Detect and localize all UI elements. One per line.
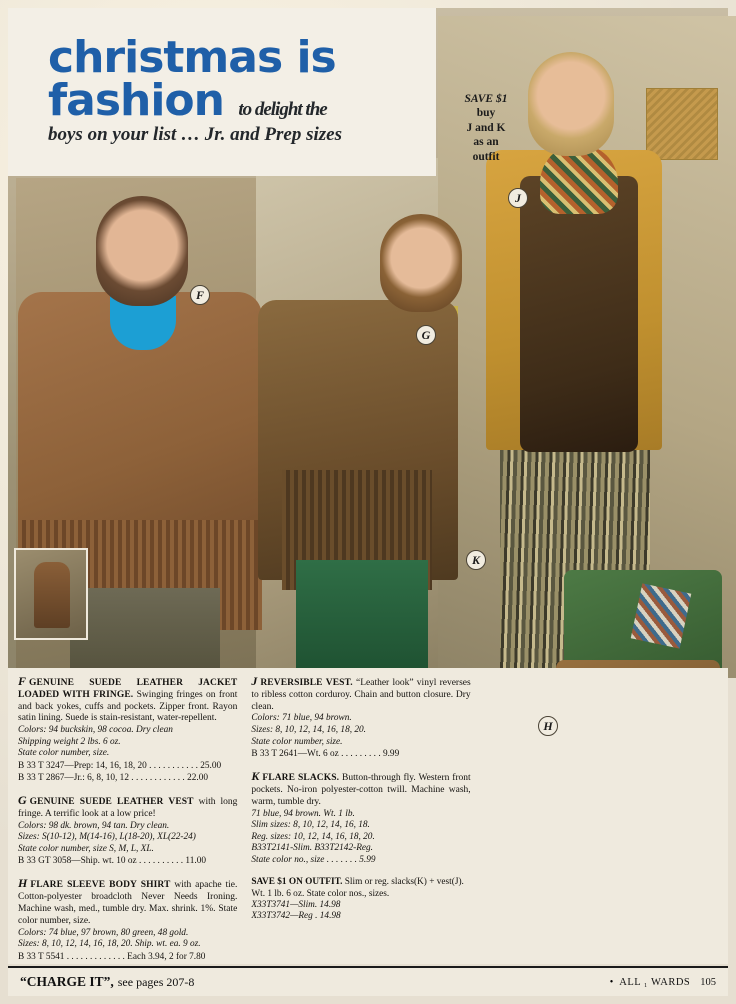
product-j-spec-2: Sizes: 8, 10, 12, 14, 16, 18, 20. <box>251 724 367 735</box>
product-g-spec-2: Sizes: S(10-12), M(14-16), L(18-20), XL(22-24) <box>18 832 196 843</box>
product-f-price-1: B 33 T 3247—Prep: 14, 16, 18, 20 . . . . . . . . . . . 25.00 <box>18 760 222 771</box>
key-label-j: J <box>508 188 528 208</box>
product-k-title: FLARE SLACKS. <box>262 773 340 784</box>
product-entry-h <box>18 876 237 962</box>
product-k-spec-3: Reg. sizes: 10, 12, 14, 16, 18, 20. <box>251 831 375 842</box>
headline <box>48 32 438 146</box>
product-g-spec-1: Colors: 98 dk. brown, 94 tan. Dry clean. <box>18 820 170 831</box>
product-entry-k <box>251 769 470 866</box>
product-j-body: “Leather look” vinyl reverses to ribless cotton corduroy. Chain and button closure. Dry clean. <box>251 678 471 712</box>
save-offer-line-2: X33T3742—Reg . 14.98 <box>251 911 341 922</box>
product-entry-j <box>251 674 470 760</box>
product-f-price-2: B 33 T 2867—Jr.: 6, 8, 10, 12 . . . . . . . . . . . . 22.00 <box>18 772 208 783</box>
key-label-f: F <box>190 285 210 305</box>
fabric-swatch <box>646 88 718 160</box>
product-k-letter: K <box>251 769 260 784</box>
product-f-spec-3: State color number, size. <box>18 748 110 759</box>
product-k-text <box>251 769 470 808</box>
product-j-text <box>251 674 470 713</box>
product-j-letter: J <box>251 674 258 688</box>
save-callout-line-3: J and K <box>466 121 506 134</box>
product-k-spec-5: State color no., size . . . . . . . 5.99 <box>251 854 376 865</box>
product-f-body: Swinging fringes on front and back yokes, cuffs and pockets. Zipper front. Rayon satin lining. Suede is stain-resistant, water-repellent. <box>18 689 238 724</box>
copy-column-2 <box>251 674 470 964</box>
jacket-back-figure <box>34 562 70 628</box>
save-offer-body: Slim or reg. slacks(K) + vest(J). Wt. 1 lb. 6 oz. State color nos., sizes. <box>251 876 464 899</box>
headline-line-1: christmas is <box>48 32 336 83</box>
product-j-price-1: B 33 T 2641—Wt. 6 oz . . . . . . . . . 9.99 <box>251 749 400 760</box>
product-j-spec-3: State color number, size. <box>251 736 343 747</box>
model-j-head <box>528 52 614 156</box>
model-f-trousers <box>70 588 220 668</box>
copy-column-1 <box>18 674 237 964</box>
product-g-spec-3: State color number, size S, M, L, XL. <box>18 843 154 854</box>
product-h-price-1: B 33 T 5541 . . . . . . . . . . . . . Each 3.94, 2 for 7.80 <box>18 951 206 962</box>
page-number: 105 <box>700 976 716 988</box>
product-h-body: with apache tie. Cotton-polyester broadcloth Never Needs Ironing. Machine wash, med., tumble dry. Max. shrink. 1%. State color number, size. <box>18 880 238 926</box>
headline-subline-1: to delight the <box>238 99 327 121</box>
product-k-body: Button-through fly. Western front pockets. No-iron polyester-cotton twill. Machine wash, warm, tumble dry. <box>251 773 471 807</box>
product-h-text <box>18 876 237 927</box>
product-f-text <box>18 674 237 725</box>
product-g-price-1: B 33 GT 3058—Ship. wt. 10 oz . . . . . . . . . . 11.00 <box>18 856 207 867</box>
product-f-spec-1: Colors: 94 buckskin, 98 cocoa. Dry clean <box>18 725 173 736</box>
charge-it-label: “CHARGE IT”, <box>20 974 114 989</box>
model-j-reversible-vest <box>520 176 638 452</box>
product-f-spec-2: Shipping weight 2 lbs. 6 oz. <box>18 736 121 747</box>
save-offer-block <box>251 876 470 923</box>
save-offer-line-1: X33T3741—Slim. 14.98 <box>251 899 341 910</box>
save-callout-line-4: as an <box>473 136 499 149</box>
wards-mark: ALL ₁ WARDS <box>619 976 691 988</box>
product-copy-block <box>8 668 728 964</box>
footer-bullet: • <box>609 976 614 988</box>
product-g-body: with long fringe. A terrific look at a low price! <box>18 797 238 819</box>
charge-it-pages: see pages 207-8 <box>117 974 195 989</box>
save-callout-line-2: buy <box>476 107 496 120</box>
product-h-letter: H <box>18 876 28 891</box>
product-h-spec-1: Colors: 74 blue, 97 brown, 80 green, 48 gold. <box>18 927 189 938</box>
copy-column-3-photo-area <box>485 674 718 964</box>
key-label-g: G <box>416 325 436 345</box>
model-g-green-jeans <box>296 560 428 670</box>
save-offer-title: SAVE $1 ON OUTFIT. <box>251 876 343 887</box>
product-g-title: GENUINE SUEDE LEATHER VEST <box>29 797 194 808</box>
model-f-head <box>96 196 188 306</box>
key-label-k: K <box>466 550 486 570</box>
product-j-spec-1: Colors: 71 blue, 94 brown. <box>251 713 352 724</box>
product-g-text <box>18 793 237 821</box>
product-entry-g <box>18 793 237 867</box>
save-callout-line-5: outfit <box>472 150 500 163</box>
product-f-letter: F <box>18 674 27 688</box>
jacket-back-inset-photo <box>14 548 88 640</box>
product-h-title: FLARE SLEEVE BODY SHIRT <box>30 880 171 891</box>
save-callout <box>452 92 520 164</box>
product-k-spec-1: 71 blue, 94 brown. Wt. 1 lb. <box>251 808 355 819</box>
headline-word-fashion: fashion <box>48 75 224 127</box>
product-f-title: GENUINE SUEDE LEATHER JACKET LOADED WITH FRINGE. <box>18 678 238 700</box>
headline-subline-2: boys on your list … Jr. and Prep sizes <box>48 124 343 146</box>
model-g-head <box>380 214 462 312</box>
product-g-letter: G <box>18 793 27 808</box>
product-k-spec-2: Slim sizes: 8, 10, 12, 14, 16, 18. <box>251 820 370 831</box>
product-h-spec-2: Sizes: 8, 10, 12, 14, 16, 18, 20. Ship. wt. ea. 9 oz. <box>18 939 201 950</box>
headline-line-2 <box>48 75 438 127</box>
product-j-title: REVERSIBLE VEST. <box>260 678 353 688</box>
page-footer <box>8 966 728 996</box>
save-callout-line-1: SAVE $1 <box>464 93 508 105</box>
product-k-spec-4: B33T2141-Slim. B33T2142-Reg. <box>251 843 373 854</box>
product-entry-f <box>18 674 237 784</box>
key-label-h: H <box>538 716 558 736</box>
